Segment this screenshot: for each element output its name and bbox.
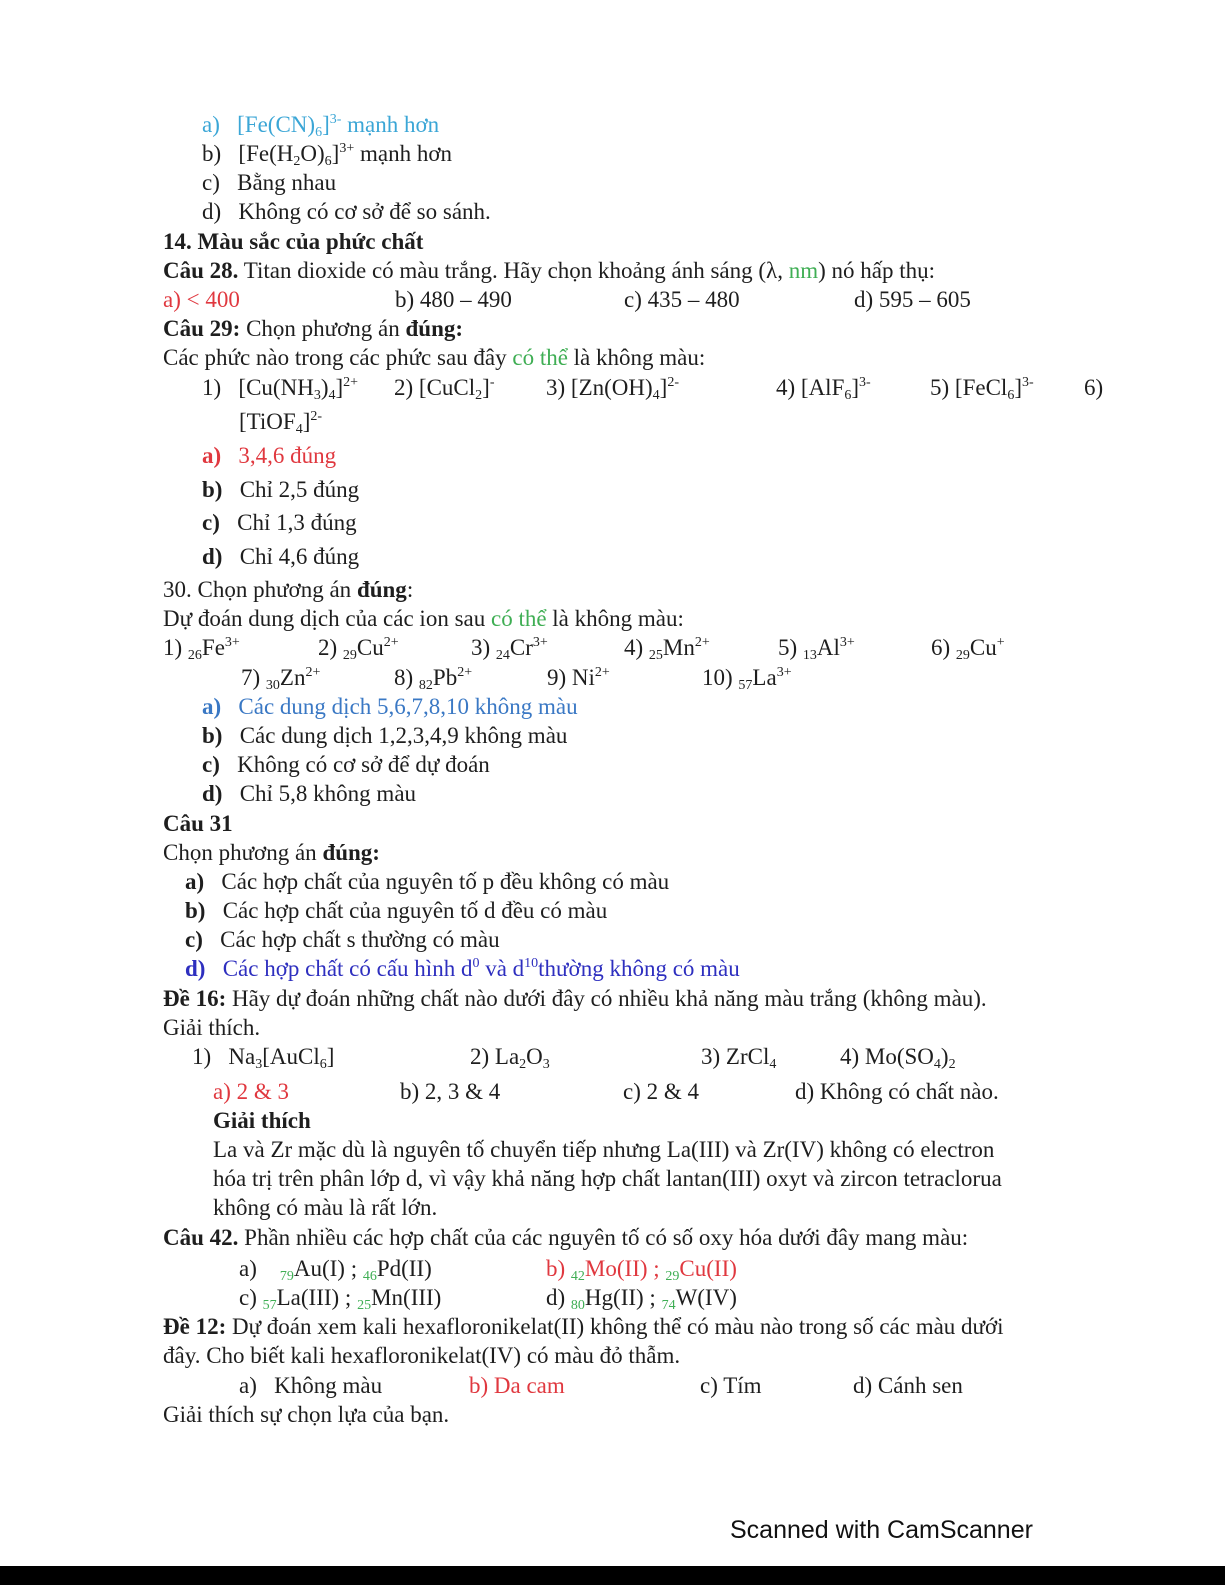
- bottom-edge-bar: [0, 1566, 1225, 1585]
- q31-option-b: b) Các hợp chất của nguyên tố d đều có màu: [185, 898, 608, 923]
- q27-option-b: b) $[Fe(H_2O)_6]^{3+}$ mạnh hơn: [202, 141, 452, 169]
- q31-option-a: a) Các hợp chất của nguyên tố p đều không có màu: [185, 869, 670, 894]
- de12-option-d: d) Cánh sen: [853, 1373, 963, 1398]
- de16-option-b: b) 2, 3 & 4: [400, 1079, 501, 1104]
- de12-option-c: c) Tím: [700, 1373, 762, 1398]
- de16-substance-1: 1) $Na_3[AuCl_6]$: [192, 1044, 335, 1072]
- q29-complex-3: 3) $[Zn(OH)_4]^{2-}$: [546, 375, 679, 403]
- q27-option-a: a) $[Fe(CN)_6]^{3-}$ mạnh hơn: [202, 112, 440, 140]
- q28-option-b: b) 480 – 490: [395, 287, 512, 312]
- de12-instruction: Giải thích sự chọn lựa của bạn.: [163, 1402, 450, 1427]
- q29-complex-6: [TiOF$_4$]$^{2-}$: [239, 409, 323, 437]
- q31-instruction: Chọn phương án đúng:: [163, 840, 380, 865]
- de12-option-b: b) Da cam: [469, 1373, 565, 1398]
- q42-option-a: a) $_{79}$Au(I) ; $_{46}$Pd(II): [239, 1256, 432, 1284]
- de16-option-a: a) 2 & 3: [213, 1079, 290, 1104]
- q28-option-a: a) < 400: [163, 287, 240, 312]
- q27-option-c: c) Bằng nhau: [202, 170, 337, 195]
- section-14-heading: 14. Màu sắc của phức chất: [163, 229, 424, 254]
- q28-option-d: d) 595 – 605: [854, 287, 971, 312]
- q42-option-b: b) $_{42}$Mo(II) ; $_{29}$Cu(II): [546, 1256, 737, 1284]
- q29-complex-6-label: 6): [1084, 375, 1104, 400]
- q28-option-c: c) 435 – 480: [624, 287, 740, 312]
- q30-ion-2: 2) $_{29}Cu^{2+}$: [318, 635, 399, 663]
- q30-ion-9: 9) $Ni^{2+}$: [547, 665, 610, 690]
- de16-option-d: d) Không có chất nào.: [795, 1079, 999, 1104]
- q31-option-c: c) Các hợp chất s thường có màu: [185, 927, 500, 952]
- de16-explanation-line3: không có màu là rất lớn.: [213, 1195, 438, 1220]
- q30-option-b: b) Các dung dịch 1,2,3,4,9 không màu: [202, 723, 568, 748]
- q30-ion-6: 6) $_{29}$Cu+: [931, 635, 1005, 663]
- de16-explanation-title: Giải thích: [213, 1108, 311, 1133]
- de16-substance-3: 3) ZrCl$_4$: [701, 1044, 777, 1072]
- q30-option-d: d) Chỉ 5,8 không màu: [202, 781, 417, 806]
- q31-option-d: d) Các hợp chất có cấu hình $d^0$ và $d^{10}thường$ không có màu: [185, 956, 740, 981]
- q30-ion-7: 7) $_{30}Zn^{2+}$: [241, 665, 321, 693]
- q30-option-a: a) Các dung dịch 5,6,7,8,10 không màu: [202, 694, 578, 719]
- de12-stem-line2: đây. Cho biết kali hexafloronikelat(IV) có màu đỏ thẫm.: [163, 1343, 681, 1368]
- q29-option-b: b) Chỉ 2,5 đúng: [202, 477, 360, 502]
- q29-complex-2: 2) [CuCl$_2$]-: [394, 375, 495, 403]
- q29-option-c: c) Chỉ 1,3 đúng: [202, 510, 357, 535]
- de16-stem-line1: Đề 16: Hãy dự đoán những chất nào dưới đây có nhiều khả năng màu trắng (không màu).: [163, 986, 987, 1011]
- q30-ion-8: 8) $_{82}Pb^{2+}$: [394, 665, 473, 693]
- de12-stem-line1: Đề 12: Dự đoán xem kali hexafloronikelat(II) không thể có màu nào trong số các màu dưới: [163, 1314, 1004, 1339]
- q42-option-c: c) $_{57}$La(III) ; $_{25}$Mn(III): [239, 1285, 442, 1313]
- q30-option-c: c) Không có cơ sở để dự đoán: [202, 752, 490, 777]
- q42-option-d: d) $_{80}$Hg(II) ; $_{74}$W(IV): [546, 1285, 737, 1313]
- q30-ion-4: 4) $_{25}Mn^{2+}$: [624, 635, 710, 663]
- q30-ion-3: 3) $_{24}Cr^{3+}$: [471, 635, 548, 663]
- q30-ion-1: 1) $_{26}Fe^{3+}$: [163, 635, 240, 663]
- q30-stem: Dự đoán dung dịch của các ion sau có thể là không màu:: [163, 606, 684, 631]
- de16-explanation-line1: La và Zr mặc dù là nguyên tố chuyển tiếp nhưng La(III) và Zr(IV) không có electron: [213, 1137, 995, 1162]
- q28-stem: Câu 28. Titan dioxide có màu trắng. Hãy chọn khoảng ánh sáng (λ, nm) nó hấp thụ:: [163, 258, 935, 283]
- de16-substance-2: 2) $La_2O_3$: [470, 1044, 550, 1072]
- q30-title: 30. Chọn phương án đúng:: [163, 577, 414, 602]
- q30-ion-5: 5) $_{13}Al^{3+}$: [778, 635, 855, 663]
- q29-stem: Các phức nào trong các phức sau đây có thể là không màu:: [163, 345, 706, 370]
- q29-instruction: Câu 29: Chọn phương án đúng:: [163, 316, 464, 341]
- q42-stem: Câu 42. Phần nhiều các hợp chất của các nguyên tố có số oxy hóa dưới đây mang màu:: [163, 1225, 969, 1250]
- q31-title: Câu 31: [163, 811, 233, 836]
- de12-option-a: a) Không màu: [239, 1373, 383, 1398]
- de16-substance-4: 4) $Mo(SO_4)_2$: [840, 1044, 956, 1072]
- q29-option-d: d) Chỉ 4,6 đúng: [202, 544, 360, 569]
- q30-ion-10: 10) $_{57}La^{3+}$: [702, 665, 792, 693]
- q29-option-a: a) 3,4,6 đúng: [202, 443, 337, 468]
- camscanner-watermark: Scanned with CamScanner: [730, 1516, 1033, 1544]
- de16-stem-line2: Giải thích.: [163, 1015, 261, 1040]
- q27-option-d: d) Không có cơ sở để so sánh.: [202, 199, 491, 224]
- q29-complex-4: 4) $[AlF_6]^{3-}$: [776, 375, 871, 403]
- q29-complex-1: 1) $[Cu(NH_3)_4]^{2+}$: [202, 375, 359, 403]
- de16-option-c: c) 2 & 4: [623, 1079, 700, 1104]
- de16-explanation-line2: hóa trị trên phân lớp d, vì vậy khả năng hợp chất lantan(III) oxyt và zircon tetraclorua: [213, 1166, 1002, 1191]
- q29-complex-5: 5) [FeCl$_6$]$^{3-}$: [930, 375, 1034, 403]
